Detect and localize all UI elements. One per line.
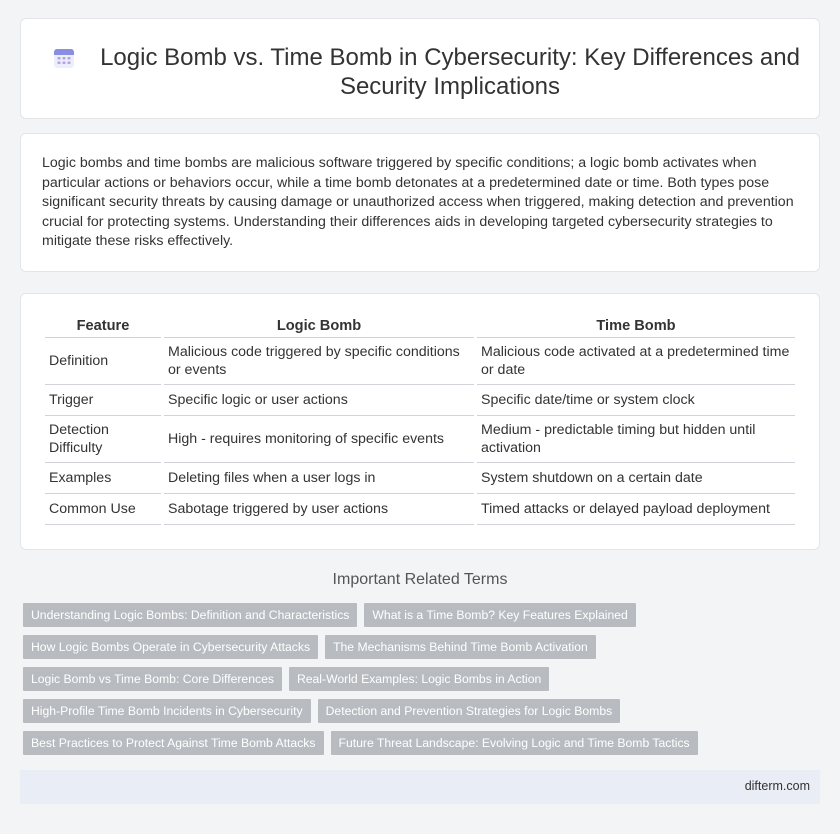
table-cell: System shutdown on a certain date xyxy=(477,463,795,494)
table-cell: Deleting files when a user logs in xyxy=(164,463,474,494)
table-cell: Examples xyxy=(45,463,161,494)
table-cell: Specific logic or user actions xyxy=(164,385,474,416)
footer xyxy=(20,770,820,804)
site-link[interactable]: difterm.com xyxy=(744,779,810,793)
tag-row xyxy=(23,731,823,755)
comparison-table xyxy=(42,313,798,525)
header-logic-bomb: Logic Bomb xyxy=(164,313,474,338)
table-row xyxy=(45,463,795,494)
table-cell: Timed attacks or delayed payload deployment xyxy=(477,494,795,525)
related-term-link[interactable]: How Logic Bombs Operate in Cybersecurity Attacks xyxy=(23,635,318,659)
header-time-bomb: Time Bomb xyxy=(477,313,795,338)
table-row xyxy=(45,385,795,416)
table-cell: Malicious code activated at a predetermined time or date xyxy=(477,338,795,385)
table-row xyxy=(45,494,795,525)
calendar-icon xyxy=(52,46,76,70)
table-cell: Sabotage triggered by user actions xyxy=(164,494,474,525)
table-cell: Detection Difficulty xyxy=(45,416,161,463)
related-term-link[interactable]: What is a Time Bomb? Key Features Explained xyxy=(364,603,635,627)
header-card xyxy=(20,18,820,119)
related-term-link[interactable]: Logic Bomb vs Time Bomb: Core Differences xyxy=(23,667,282,691)
related-terms-heading: Important Related Terms xyxy=(332,571,508,588)
related-term-link[interactable]: Detection and Prevention Strategies for Logic Bombs xyxy=(318,699,621,723)
tag-row xyxy=(23,603,823,627)
table-row xyxy=(45,338,795,385)
related-term-link[interactable]: Future Threat Landscape: Evolving Logic and Time Bomb Tactics xyxy=(331,731,698,755)
tag-row xyxy=(23,699,823,723)
table-row xyxy=(45,416,795,463)
table-cell: Trigger xyxy=(45,385,161,416)
table-cell: Common Use xyxy=(45,494,161,525)
table-cell: Medium - predictable timing but hidden until activation xyxy=(477,416,795,463)
table-cell: Specific date/time or system clock xyxy=(477,385,795,416)
related-term-link[interactable]: Best Practices to Protect Against Time Bomb Attacks xyxy=(23,731,324,755)
related-term-link[interactable]: Understanding Logic Bombs: Definition and Characteristics xyxy=(23,603,357,627)
related-term-link[interactable]: The Mechanisms Behind Time Bomb Activation xyxy=(325,635,596,659)
header-feature: Feature xyxy=(45,313,161,338)
comparison-card xyxy=(20,293,820,550)
page-title: Logic Bomb vs. Time Bomb in Cybersecurity: Key Differences and Security Implications xyxy=(100,44,800,100)
tag-row xyxy=(23,635,823,659)
table-cell: Definition xyxy=(45,338,161,385)
table-cell: Malicious code triggered by specific conditions or events xyxy=(164,338,474,385)
table-cell: High - requires monitoring of specific events xyxy=(164,416,474,463)
related-term-link[interactable]: High-Profile Time Bomb Incidents in Cybersecurity xyxy=(23,699,311,723)
related-terms-list xyxy=(23,603,823,763)
tag-row xyxy=(23,667,823,691)
intro-card xyxy=(20,133,820,272)
related-term-link[interactable]: Real-World Examples: Logic Bombs in Action xyxy=(289,667,549,691)
intro-paragraph: Logic bombs and time bombs are malicious software triggered by specific conditions; a logic bomb activates when particular actions or behaviors occur, while a time bomb detonates at a predetermined date or time. Both types pose significant security threats by causing damage or unauthorized access when triggered, making detection and prevention crucial for protecting systems. Understanding their differences aids in developing targeted cybersecurity strategies to mitigate these risks effectively. xyxy=(42,155,794,250)
